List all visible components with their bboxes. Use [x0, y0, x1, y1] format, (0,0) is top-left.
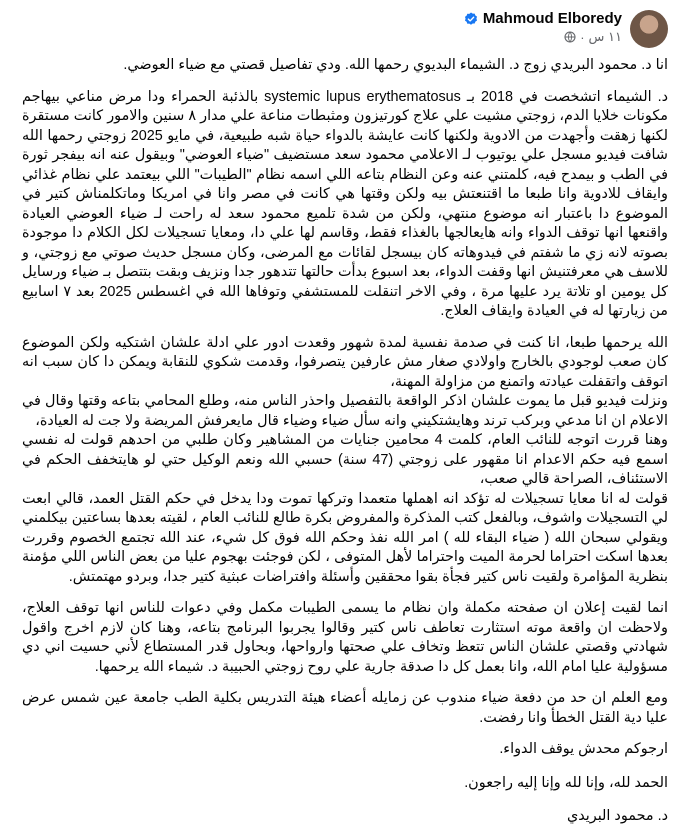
- post-header: [22, 0, 668, 48]
- author-name[interactable]: Mahmoud Elboredy: [482, 10, 622, 27]
- post-paragraph: انا د. محمود البريدي زوج د. الشيماء البديوي رحمها الله. ودي تفاصيل قصتي مع ضياء العوضي.: [123, 57, 668, 73]
- post-paragraph: د. الشيماء اتشخصت في 2018 بـ systemic lupus erythematosus بالذئبة الحمراء ودا مرض مناعي بيهاجم مكونات خلايا الدم، زوجتي مشيت علي علاج كورتيزون ومثبطات مناعة علي مدار ٨ سنين والامور كانت مستقرة لكنها زهقت وأجهدت من الادوية ولكنها كانت عايشة بالدواء حياة شبه طبيعية، في مايو 2025 زوجتي رحمها الله شافت فيديو مسجل علي يوتيوب لـ الاعلامي محمود سعد مستضيف "ضياء العوضي" وبيقول عنه انه بيفجر ثورة في الطب و بيمدح فيه، كلمتني عنه وعن النظام بتاعه اللي اسمه نظام "الطيبات" اللي بيعتمد علي نظام غذائي وايقاف للادوية وانا طبعا ما اقتنعتش بيه ولكن وقتها هي كانت في مصر وانا في امريكا وماتكلمناش كتير في الموضوع دا باعتبار انه موضوع منتهي، ولكن من شدة تلميع محمود سعد له راحت لـ ضياء العوضي العيادة واقنعها انها توقف الدواء وانه هايعالجها بالغذاء فقط، وقاسم لها علي دا، ومعايا تسجيلات لكل الكلام دا موجودة بصوته لانه زي ما شفتم في فيدوهاته كان بيسجل لقائات مع المرضى، وكان مسجل حديث صوتي مع زوجتي، و للاسف هي معرفتنيش انها وقفت الدواء، بعد اسبوع بدأت حالتها تتدهور جدا ونزيف وبقت بتتصل بـ ضياء ورسايل كل يومين او تلاتة يرد عليها مرة ، وفي الاخر اتنقلت للمستشفي وتوفاها الله في اغسطس 2025 بعد ٧ اسابيع من زيارتها له في العيادة وايقاف العلاج.: [22, 88, 669, 319]
- post-paragraph: الله يرحمها طبعا، انا كنت في صدمة نفسية لمدة شهور وقعدت ادور علي ادلة علشان اشتكيه ولكن الموضوع كان صعب لوجودي بالخارج واولادي صغار مش عارفين يتصرفوا، وقدمت شكوي للنقابة ويمكن دا كان سبب انه اتوقف واتقفلت عيادته واتمنع من مزاولة المهنة، ونزلت فيديو قبل ما يموت علشان اذكر الواقعة بالتفصيل واحذر الناس منه، وطلع المحامي بتاعه وقتها وقال في الاعلام ان انا مدعي وبركب ترند وهايشتكيني وانه سأل ضياء وضياء قال مايعرفش المريضة ولا جت له العيادة، وهنا قررت اتوجه للنائب العام، كلمت 4 محامين جنايات من المشاهير وكان طلبي من احدهم قولت له نفسي اسمع فيه حكم الاعدام انا مقهور على زوجتي (47 سنة) حسبي الله ونعم الوكيل حتي لو هايتخفف الحكم في الاستئناف، الصراحة قالي صعب، قولت له انا معايا تسجيلات له تؤكد انه اهملها متعمدا وتركها تموت ودا يدخل في حكم القتل العمد، قالي ابعت لي التسجيلات واشوف، وبالفعل كتب المذكرة والمفروض بكرة طالع للنائب العام ، لقيته بعدها بساعتين بيكلمني ويقولي سبحان الله ( ضياء البقاء لله ) امر الله نفذ وحكم الله فوق كل شيء، عند الله تجتمع الخصوم وقررت بعدها اسكت احتراما لحرمة الميت واحتراما لأهل المتوفى ، لكن فوجئت بهجوم عليا من بعض الناس اللي مؤمنة بنظرية المؤامرة ولقيت ناس كتير فجأة بقوا محققين وأسئلة وافتراضات عبثية كتير جدا، وبردو مهتمتش.: [22, 334, 668, 585]
- dot-separator: ·: [580, 29, 585, 45]
- signature-line: د. محمود البريدي: [566, 808, 668, 824]
- post-subline: [564, 29, 622, 45]
- author-name-row: [464, 10, 622, 27]
- closing-line: الحمد لله، وإنا لله وإنا إليه راجعون.: [464, 774, 668, 791]
- author-avatar[interactable]: [630, 10, 668, 48]
- closing-line: ارجوكم محدش يوقف الدواء.: [499, 741, 668, 757]
- post-paragraph: ومع العلم ان حد من دفعة ضياء مندوب عن زمايله أعضاء هيئة التدريس بكلية الطب جامعة عين شمس عرض عليا دية القتل الخطأ وانا رفضت.: [22, 690, 668, 726]
- post-body: [22, 56, 668, 827]
- post-meta: [464, 10, 622, 45]
- post-paragraph: انما لقيت إعلان ان صفحته مكملة وان نظام ما يسمى الطيبات مكمل وفي دعوات للناس انها توقف العلاج، ولاحظت ان واقعة موته استثارت تعاطف ناس كتير وقالوا يجربوا البرنامج بتاعه، وهنا كان لازم اخرج واقول شهادتي وقصتي علشان الناس تتعظ وتخاف علي صحتها وارواحها، وبحاول قدر المستطاع لأني حسيت اني دي مسؤولية عليا امام الله، وانا بعمل كل دا صدقة جارية علي روح زوجتي الحبيبة د. شيماء الله يرحمها.: [22, 600, 668, 675]
- post-time[interactable]: ١١ س: [588, 29, 622, 44]
- public-globe-icon[interactable]: [564, 31, 576, 43]
- verified-badge-icon: [464, 12, 478, 26]
